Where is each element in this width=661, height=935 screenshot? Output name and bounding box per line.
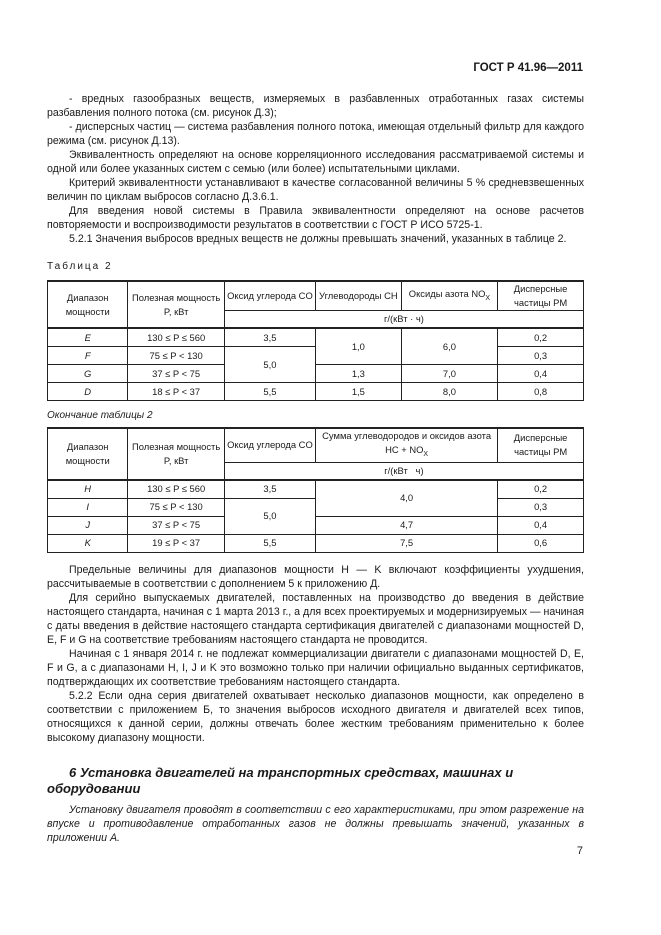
paragraph: Для серийно выпускаемых двигателей, поставленных на производство до введения в действие настоящего стандарта, начиная с 1 марта 2013 г., а для всех проектируемых и модернизируемых — начиная с даты введения в действие настоящего стандарта сертификация двигателей с диапазонами мощностей D, E, F и G на соответствие требованиям настоящего стандарта не проводится. <box>47 591 584 646</box>
table-cell: 75 ≤ P < 130 <box>128 347 224 365</box>
table-cell: 18 ≤ P < 37 <box>128 383 224 401</box>
table-cell: 5,0 <box>224 347 315 383</box>
table-cell: 0,4 <box>498 365 584 383</box>
table-cell: 0,4 <box>498 516 584 534</box>
unit-cell: г/(кВт · ч) <box>224 311 583 329</box>
table-cell: 0,2 <box>498 480 584 499</box>
unit-cell: г/(кВт ч) <box>224 462 583 480</box>
table-cell: 5,5 <box>224 534 315 552</box>
table-caption: Таблица 2 <box>47 261 113 272</box>
table-cell: 8,0 <box>401 383 497 401</box>
table-cell: 7,0 <box>401 365 497 383</box>
paragraph: Критерий эквивалентности устанавливают в качестве согласованной величины 5 % средневзвешенных величин по циклам выбросов согласно Д.3.6.1. <box>47 177 584 203</box>
paragraph: 5.2.1 Значения выбросов вредных веществ не должны превышать значений, указанных в таблице 2. <box>69 233 567 245</box>
table-cell: 7,5 <box>315 534 497 552</box>
table-cell: J <box>48 516 128 534</box>
col-header: Дисперсные частицы PM <box>498 428 584 462</box>
paragraph: Для введения новой системы в Правила эквивалентности определяют на основе расчетов повторяемости и воспроизводимости результатов в соответствии с ГОСТ Р ИСО 5725-1. <box>47 205 584 231</box>
table-cell: 1,5 <box>315 383 401 401</box>
page-body <box>47 92 584 845</box>
table-caption: Окончание таблицы 2 <box>47 410 153 421</box>
table-cell: G <box>48 365 128 383</box>
table-cell: F <box>48 347 128 365</box>
col-header: Оксид углерода CO <box>224 281 315 311</box>
table-cell: E <box>48 328 128 347</box>
table-cell: D <box>48 383 128 401</box>
section-heading: 6 Установка двигателей на транспортных средствах, машинах и оборудовании <box>47 764 514 796</box>
table-cell: 3,5 <box>224 480 315 499</box>
table-cell: 1,3 <box>315 365 401 383</box>
table-cell: 1,0 <box>315 328 401 365</box>
table-cell: 5,5 <box>224 383 315 401</box>
table-cell: K <box>48 534 128 552</box>
table-cell: 130 ≤ P ≤ 560 <box>128 480 224 499</box>
col-header: Углеводороды CH <box>315 281 401 311</box>
emissions-table <box>47 280 584 401</box>
paragraph: Установку двигателя проводят в соответствии с его характеристиками, при этом разрежение на впуске и противодавление отработанных газов не должны превышать значений, указанных в приложении А. <box>47 803 584 844</box>
emissions-table-continued <box>47 427 584 553</box>
table-cell: 3,5 <box>224 328 315 347</box>
table-cell: 0,3 <box>498 498 584 516</box>
paragraph: Начиная с 1 января 2014 г. не подлежат коммерциализации двигатели с диапазонами мощностей D, E, F и G, а с диапазонами H, I, J и K это возможно только при наличии официально выданных сертификатов, подтверждающих их соответствие требованиям настоящего стандарта. <box>47 647 584 688</box>
paragraph: Эквивалентность определяют на основе корреляционного исследования рассматриваемой системы и одной или более указанных систем с семью (или более) испытательными циклами. <box>47 149 584 175</box>
table-cell: 75 ≤ P < 130 <box>128 498 224 516</box>
table-cell: 37 ≤ P < 75 <box>128 365 224 383</box>
paragraph: 5.2.2 Если одна серия двигателей охватывает несколько диапазонов мощности, как определено в соответствии с приложением Б, то значения выбросов исходного двигателя и двигателей всех типов, относящихся к данной серии, должны отвечать более жестким требованиям применительно к более высокому диапазону мощности. <box>47 689 584 744</box>
col-header: Диапазон мощности <box>48 428 128 480</box>
page-number: 7 <box>576 845 583 857</box>
table-cell: 6,0 <box>401 328 497 365</box>
table-cell: 0,2 <box>498 328 584 347</box>
table-cell: 0,8 <box>498 383 584 401</box>
col-header: Оксид углерода CO <box>224 428 315 462</box>
col-header: Диапазон мощности <box>48 281 128 328</box>
col-header: Дисперсные частицы PM <box>498 281 584 311</box>
col-header: Сумма углеводородов и оксидов азота HC + $NO_X$ <box>315 428 497 462</box>
paragraph: Предельные величины для диапазонов мощности H — K включают коэффициенты ухудшения, рассчитываемые в соответствии с дополнением 5 к приложению Д. <box>47 563 584 590</box>
col-header: Полезная мощность P, кВт <box>128 281 224 328</box>
document-header: ГОСТ Р 41.96—2011 <box>473 62 583 74</box>
table-cell: 19 ≤ P < 37 <box>128 534 224 552</box>
table-cell: 0,3 <box>498 347 584 365</box>
table-cell: 37 ≤ P < 75 <box>128 516 224 534</box>
table-cell: 0,6 <box>498 534 584 552</box>
paragraph: - дисперсных частиц — система разбавления полного потока, имеющая отдельный фильтр для каждого режима (см. рисунок Д.13). <box>47 121 584 147</box>
table-cell: I <box>48 498 128 516</box>
table-cell: H <box>48 480 128 499</box>
table-cell: 4,0 <box>315 480 497 517</box>
paragraph: - вредных газообразных веществ, измеряемых в разбавленных отработанных газах системы разбавления полного потока (см. рисунок Д.3); <box>47 93 584 119</box>
table-cell: 5,0 <box>224 498 315 534</box>
col-header: Полезная мощность P, кВт <box>128 428 224 480</box>
table-cell: 130 ≤ P ≤ 560 <box>128 328 224 347</box>
col-header: Оксиды азота $NO_X$ <box>401 281 497 311</box>
table-cell: 4,7 <box>315 516 497 534</box>
